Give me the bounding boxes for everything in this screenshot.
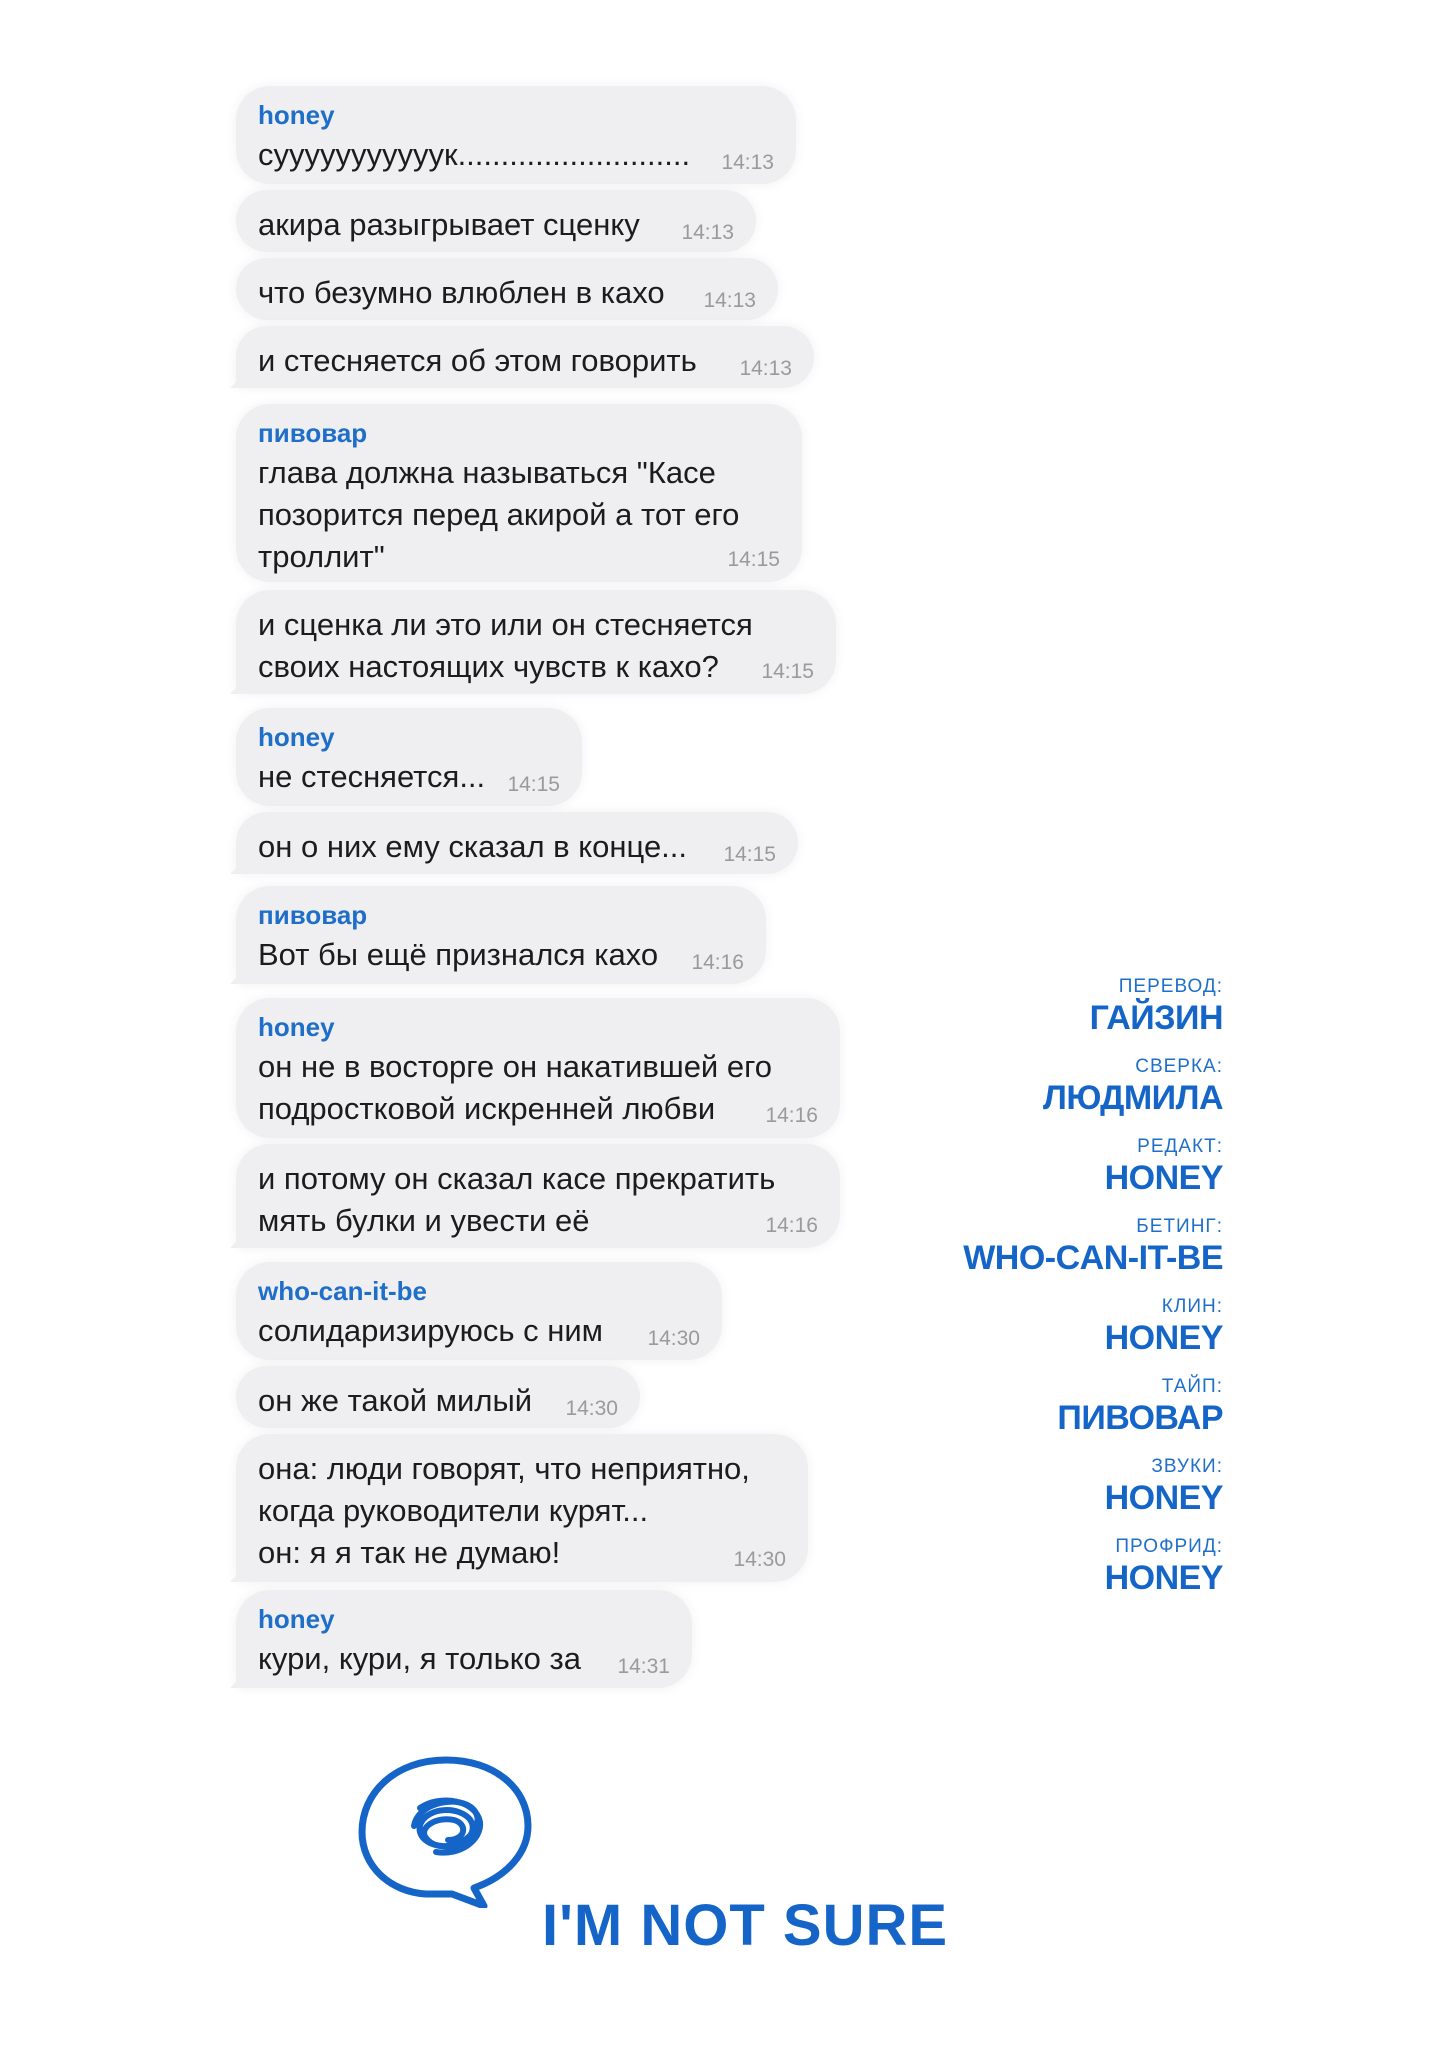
- credit-role: РЕДАКТ:: [1137, 1136, 1223, 1157]
- credit-name: ЛЮДМИЛА: [1043, 1079, 1223, 1117]
- message-time: 14:30: [733, 1548, 786, 1571]
- credit-name: HONEY: [1104, 1319, 1223, 1357]
- message-line: своих настоящих чувств к кахо?: [258, 649, 719, 684]
- message-time: 14:15: [727, 548, 780, 571]
- message-bubble: [236, 708, 582, 806]
- message-text: [258, 1448, 786, 1574]
- message-sender: honey: [258, 100, 335, 130]
- message-bubble: [236, 1262, 722, 1360]
- credit-role: ПРОФРИД:: [1115, 1536, 1223, 1557]
- message-bubble: [236, 590, 836, 694]
- credit-role: ЗВУКИ:: [1151, 1456, 1223, 1477]
- credit-name: HONEY: [1104, 1479, 1223, 1517]
- message-sender: honey: [258, 722, 335, 752]
- message-bubble: [236, 190, 756, 252]
- message-line: позорится перед акирой а тот его: [258, 497, 740, 532]
- message-bubble: [236, 326, 814, 388]
- message-sender: who-can-it-be: [258, 1276, 427, 1306]
- message-time: 14:13: [721, 151, 774, 174]
- credit-role: СВЕРКА:: [1135, 1056, 1223, 1077]
- message-text: [258, 452, 780, 578]
- message-time: 14:13: [739, 357, 792, 380]
- message-text: и стесняется об этом говорить: [258, 343, 697, 378]
- message-bubble: [236, 258, 778, 320]
- message-bubble: [236, 1590, 692, 1688]
- credit-name: HONEY: [1104, 1159, 1223, 1197]
- credit-name: ГАЙЗИН: [1089, 999, 1223, 1037]
- message-sender: honey: [258, 1604, 335, 1634]
- credit-name: HONEY: [1104, 1559, 1223, 1597]
- credit-name: ПИВОВАР: [1057, 1399, 1223, 1437]
- message-line: глава должна называться "Касе: [258, 455, 716, 490]
- message-line: мять булки и увести её: [258, 1203, 590, 1238]
- message-time: 14:15: [723, 843, 776, 866]
- message-text: не стесняется...: [258, 759, 486, 794]
- message-text: он же такой милый: [258, 1383, 533, 1418]
- message-sender: honey: [258, 1012, 335, 1042]
- credits-list: [963, 958, 1223, 1598]
- message-text: акира разыгрывает сценку: [258, 207, 640, 242]
- message-sender: пивовар: [258, 900, 368, 930]
- message-time: 14:16: [765, 1104, 818, 1127]
- message-text: [258, 604, 814, 688]
- credit-role: КЛИН:: [1161, 1296, 1223, 1317]
- message-time: 14:15: [507, 773, 560, 796]
- message-line: когда руководители курят...: [258, 1493, 649, 1528]
- message-bubble: [236, 1144, 840, 1248]
- message-text: солидаризируюсь с ним: [258, 1313, 603, 1348]
- message-bubble: [236, 86, 796, 184]
- message-text: сууууууууууук...........................: [258, 137, 691, 172]
- message-time: 14:13: [681, 221, 734, 244]
- message-text: [258, 1158, 818, 1242]
- message-bubble: [236, 1366, 640, 1428]
- message-text: он о них ему сказал в конце...: [258, 829, 688, 864]
- message-time: 14:30: [565, 1397, 618, 1420]
- message-bubble: [236, 812, 798, 874]
- message-line: он не в восторге он накатившей его: [258, 1049, 772, 1084]
- message-time: 14:16: [765, 1214, 818, 1237]
- credit-name: WHO-CAN-IT-BE: [963, 1239, 1223, 1277]
- message-text: что безумно влюблен в кахо: [258, 275, 665, 310]
- credit-role: ПЕРЕВОД:: [1118, 976, 1223, 997]
- credit-role: БЕТИНГ:: [1136, 1216, 1223, 1237]
- message-bubble: [236, 404, 802, 582]
- message-time: 14:31: [617, 1655, 670, 1678]
- message-text: Вот бы ещё признался кахо: [258, 937, 659, 972]
- message-line: троллит": [258, 539, 385, 574]
- message-bubble: [236, 1434, 808, 1582]
- message-sender: пивовар: [258, 418, 368, 448]
- message-time: 14:15: [761, 660, 814, 683]
- credit-role: ТАЙП:: [1161, 1376, 1223, 1397]
- logo-text: I'M NOT SURE: [542, 1893, 949, 1958]
- message-bubble: [236, 998, 840, 1138]
- message-time: 14:16: [691, 951, 744, 974]
- message-text: [258, 1046, 818, 1130]
- message-time: 14:13: [703, 289, 756, 312]
- message-line: и потому он сказал касе прекратить: [258, 1161, 776, 1196]
- message-time: 14:30: [647, 1327, 700, 1350]
- message-bubble: [236, 886, 766, 984]
- message-line: она: люди говорят, что неприятно,: [258, 1451, 750, 1486]
- message-line: подростковой искренней любви: [258, 1091, 716, 1126]
- message-line: он: я я так не думаю!: [258, 1535, 561, 1570]
- message-line: и сценка ли это или он стесняется: [258, 607, 753, 642]
- message-text: кури, кури, я только за: [258, 1641, 581, 1676]
- scribble-speech-bubble-icon: [356, 1748, 536, 1913]
